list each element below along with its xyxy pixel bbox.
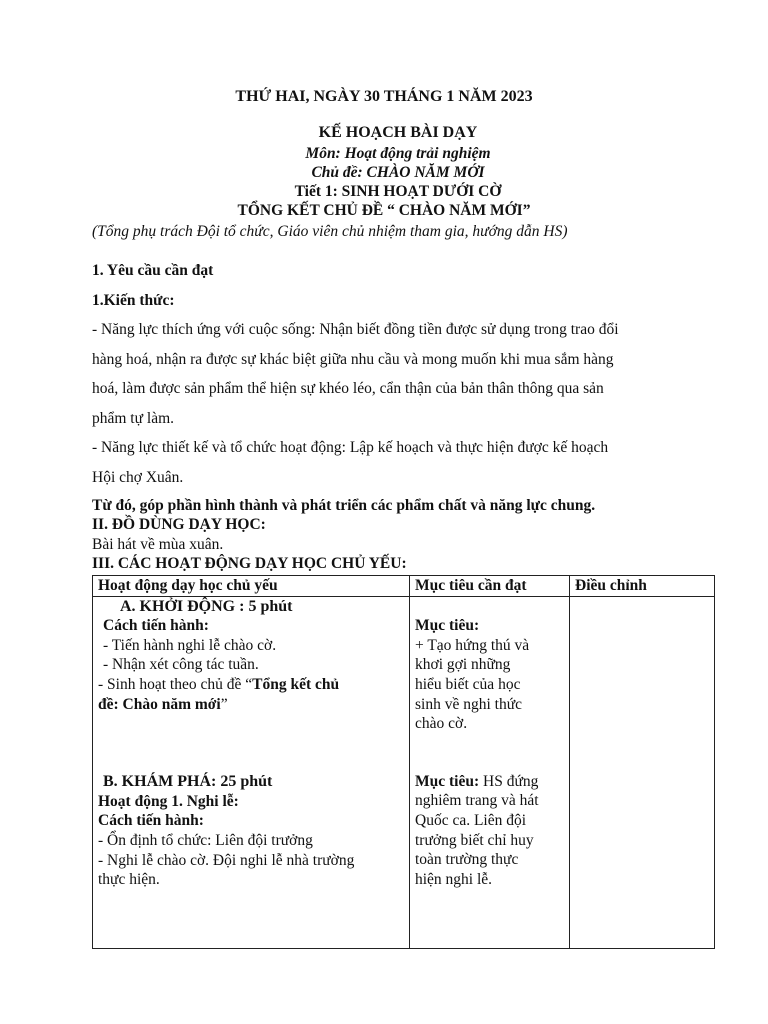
- section-a-goal: chào cờ.: [415, 715, 468, 733]
- section-b-goal: Quốc ca. Liên đội: [415, 811, 527, 829]
- theme-line: Chủ đề: CHÀO NĂM MỚI: [311, 164, 485, 181]
- conclusion-line: Từ đó, góp phần hình thành và phát triển các phẩm chất và năng lực chung.: [92, 497, 596, 514]
- lesson-plan-table: [92, 575, 715, 949]
- plan-title: KẾ HOẠCH BÀI DẠY: [318, 124, 478, 141]
- note-line: (Tổng phụ trách Đội tổ chức, Giáo viên chủ nhiệm tham gia, hướng dẫn HS): [92, 223, 568, 240]
- section-b-title: B. KHÁM PHÁ: 25 phút: [103, 773, 273, 791]
- section-b-goal: toàn trường thực: [415, 851, 519, 869]
- requirements-heading: 1. Yêu cầu cần đạt: [92, 262, 214, 279]
- section-b-goal: nghiêm trang và hát: [415, 792, 539, 810]
- step-theme-bold: Tổng kết chủ: [252, 675, 340, 693]
- section-b-goal-label: Mục tiêu:: [415, 772, 480, 790]
- goal-text: HS đứng: [479, 772, 539, 790]
- activities-cell: [93, 596, 410, 948]
- materials-content: Bài hát về mùa xuân.: [92, 536, 224, 553]
- subject-line: Môn: Hoạt động trải nghiệm: [305, 145, 491, 162]
- table-row: [93, 596, 715, 948]
- section-a-goal: + Tạo hứng thú và: [415, 636, 530, 654]
- section-a-step: [98, 675, 404, 695]
- spacer: [415, 597, 564, 617]
- materials-heading: II. ĐỒ DÙNG DẠY HỌC:: [92, 516, 266, 533]
- section-b-goal-first: [415, 772, 564, 792]
- section-a-step-cont: [98, 695, 404, 715]
- section-a-step: - Tiến hành nghi lễ chào cờ.: [103, 636, 277, 654]
- step-text: - Sinh hoạt theo chủ đề “: [98, 675, 253, 693]
- spacer: [98, 714, 404, 772]
- section-b-method: Cách tiến hành:: [98, 812, 204, 830]
- section-a-goal-label: Mục tiêu:: [415, 617, 480, 635]
- section-b-step: - Ổn định tổ chức: Liên đội trưởng: [98, 831, 313, 849]
- section-b-goal: trưởng biết chỉ huy: [415, 831, 534, 849]
- adjustments-cell: [570, 596, 715, 948]
- paragraph-line: hàng hoá, nhận ra được sự khác biệt giữa nhu cầu và mong muốn khi mua sắm hàng: [92, 350, 614, 368]
- header-goals: Mục tiêu cần đạt: [410, 576, 570, 597]
- section-b-activity: Hoạt động 1. Nghi lễ:: [98, 792, 239, 810]
- knowledge-heading: 1.Kiến thức:: [92, 292, 175, 309]
- section-b-goal: hiện nghi lễ.: [415, 870, 493, 888]
- section-a-goal: khơi gợi những: [415, 656, 511, 674]
- section-a-goal: sinh về nghi thức: [415, 695, 522, 713]
- section-a-title: A. KHỞI ĐỘNG : 5 phút: [120, 597, 293, 615]
- activities-heading: III. CÁC HOẠT ĐỘNG DẠY HỌC CHỦ YẾU:: [92, 555, 407, 572]
- section-a-method: Cách tiến hành:: [103, 617, 209, 635]
- knowledge-paragraph-2: [92, 433, 712, 492]
- step-text: ”: [220, 695, 228, 713]
- section-b-step: - Nghi lễ chào cờ. Đội nghi lễ nhà trường: [98, 851, 355, 869]
- knowledge-paragraph-1: [92, 315, 712, 433]
- paragraph-line: - Năng lực thích ứng với cuộc sống: Nhận biết đồng tiền được sử dụng trong trao đổi: [92, 321, 619, 338]
- date-line: THỨ HAI, NGÀY 30 THÁNG 1 NĂM 2023: [235, 88, 533, 105]
- paragraph-line: - Năng lực thiết kế và tổ chức hoạt động: Lập kế hoạch và thực hiện được kế hoạch: [92, 439, 609, 456]
- table-header-row: [93, 576, 715, 597]
- paragraph-line: phẩm tự làm.: [92, 409, 175, 427]
- summary-line: TỔNG KẾT CHỦ ĐỀ “ CHÀO NĂM MỚI”: [237, 202, 531, 219]
- header-activities: Hoạt động dạy học chủ yếu: [93, 576, 410, 597]
- section-a-goal: hiểu biết của học: [415, 675, 521, 693]
- goals-cell: [410, 596, 570, 948]
- section-b-step: thực hiện.: [98, 871, 160, 889]
- lesson-line: Tiết 1: SINH HOẠT DƯỚI CỜ: [294, 183, 502, 200]
- header-adjustments: Điều chỉnh: [570, 576, 715, 597]
- spacer: [415, 734, 564, 772]
- paragraph-line: hoá, làm được sản phẩm thể hiện sự khéo léo, cẩn thận của bản thân thông qua sản: [92, 380, 604, 397]
- section-a-step: - Nhận xét công tác tuần.: [103, 656, 259, 674]
- paragraph-line: Hội chợ Xuân.: [92, 468, 184, 486]
- step-theme-bold: đề: Chào năm mới: [98, 695, 221, 713]
